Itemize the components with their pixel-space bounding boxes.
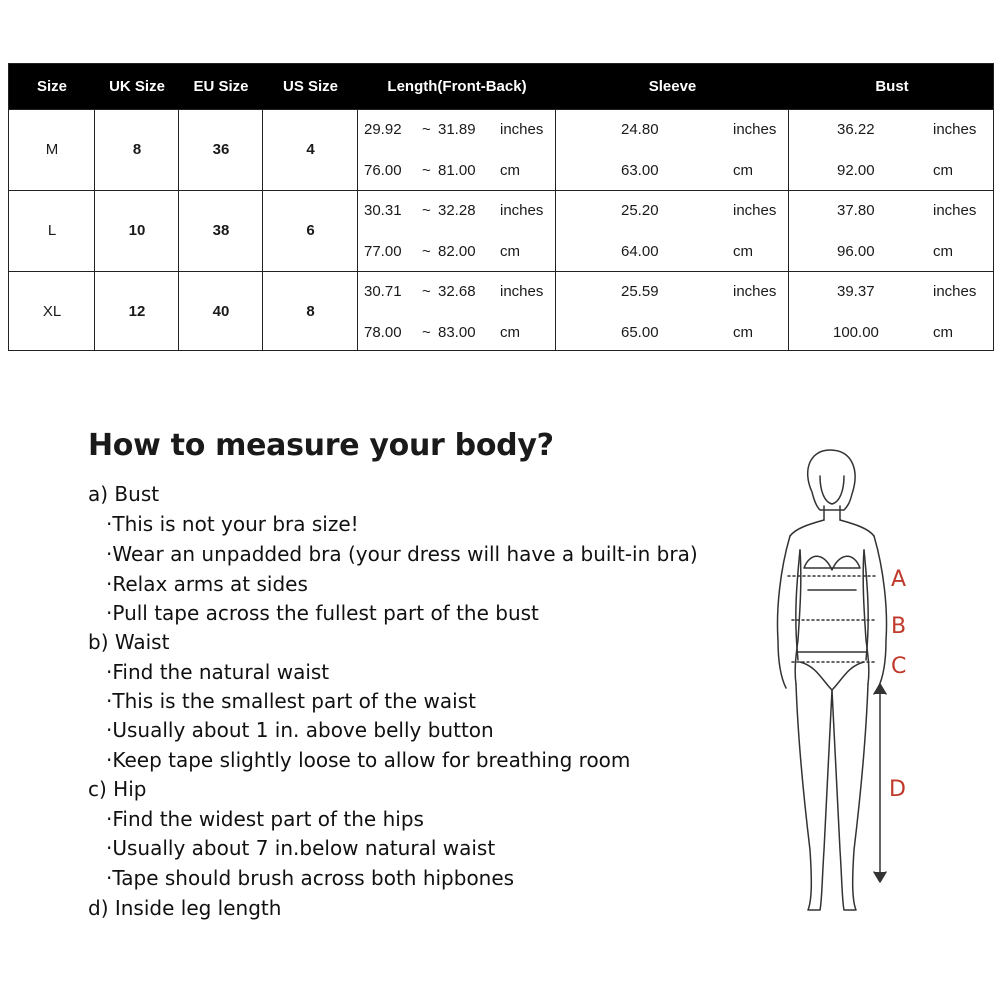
guide-step: ·Wear an unpadded bra (your dress will have a built-in bra) <box>106 542 698 566</box>
eu-size-cell: 36 <box>212 141 230 158</box>
tilde: ~ <box>422 202 431 219</box>
label-b: B <box>891 614 907 639</box>
unit-cm: cm <box>933 324 953 341</box>
header-us-size: US Size <box>282 78 339 95</box>
unit-cm: cm <box>933 162 953 179</box>
right-leg <box>832 684 868 910</box>
header-uk-size: UK Size <box>109 78 165 95</box>
length-inch-to: 32.68 <box>438 283 476 300</box>
length-inch-from: 30.71 <box>364 283 402 300</box>
sleeve-inch: 25.20 <box>621 202 659 219</box>
guide-step: ·Find the widest part of the hips <box>106 807 424 831</box>
shoulders <box>790 520 874 536</box>
length-inch-to: 32.28 <box>438 202 476 219</box>
us-size-cell: 6 <box>306 222 315 239</box>
tilde: ~ <box>422 162 431 179</box>
eu-size-cell: 38 <box>212 222 230 239</box>
header-size: Size <box>36 78 67 95</box>
length-cm-from: 77.00 <box>364 243 402 260</box>
right-arm <box>864 536 887 688</box>
length-inch-to: 31.89 <box>438 121 476 138</box>
uk-size-cell: 10 <box>128 222 146 239</box>
unit-cm: cm <box>500 162 520 179</box>
size-cell: XL <box>42 303 62 320</box>
header-length: Length(Front-Back) <box>387 78 527 95</box>
uk-size-cell: 8 <box>132 141 142 158</box>
unit-inches: inches <box>933 202 977 219</box>
tilde: ~ <box>422 121 431 138</box>
sleeve-cm: 65.00 <box>621 324 659 341</box>
table-row <box>9 109 993 190</box>
us-size-cell: 4 <box>306 141 315 158</box>
unit-cm: cm <box>500 243 520 260</box>
header-eu-size: EU Size <box>193 78 249 95</box>
guide-step: ·This is the smallest part of the waist <box>106 689 476 713</box>
header-bust: Bust <box>875 78 909 95</box>
guide-step: ·Pull tape across the fullest part of the bust <box>106 601 539 625</box>
size-cell: L <box>47 222 57 239</box>
length-cm-from: 76.00 <box>364 162 402 179</box>
guide-step: ·Find the natural waist <box>106 660 330 684</box>
tilde: ~ <box>422 283 431 300</box>
sleeve-inch: 25.59 <box>621 283 659 300</box>
guide-step: ·Keep tape slightly loose to allow for breathing room <box>106 748 631 772</box>
length-inch-from: 30.31 <box>364 202 402 219</box>
unit-inches: inches <box>933 283 977 300</box>
unit-cm: cm <box>500 324 520 341</box>
uk-size-cell: 12 <box>128 303 146 320</box>
unit-inches: inches <box>933 121 977 138</box>
size-chart-table <box>8 63 994 351</box>
inseam-arrow-head-top <box>874 684 886 694</box>
tilde: ~ <box>422 243 431 260</box>
bust-inch: 36.22 <box>837 121 875 138</box>
section-hip: c) Hip <box>88 777 147 801</box>
guide-title: How to measure your body? <box>88 428 554 463</box>
section-bust: a) Bust <box>88 482 160 506</box>
tilde: ~ <box>422 324 431 341</box>
unit-cm: cm <box>733 162 753 179</box>
unit-inches: inches <box>733 202 777 219</box>
us-size-cell: 8 <box>306 303 315 320</box>
guide-step: ·Tape should brush across both hipbones <box>106 866 515 890</box>
head-outline <box>808 450 855 510</box>
length-cm-from: 78.00 <box>364 324 402 341</box>
label-c: C <box>891 654 907 679</box>
label-d: D <box>889 777 906 802</box>
unit-inches: inches <box>733 121 777 138</box>
guide-step: ·Usually about 7 in.below natural waist <box>106 836 496 860</box>
length-inch-from: 29.92 <box>364 121 402 138</box>
briefs <box>798 652 866 690</box>
unit-inches: inches <box>733 283 777 300</box>
bust-cm: 96.00 <box>837 243 875 260</box>
section-waist: b) Waist <box>88 630 170 654</box>
table-header-row <box>9 64 993 109</box>
left-leg <box>796 684 832 910</box>
bust-cm: 92.00 <box>837 162 875 179</box>
table-row <box>9 271 993 352</box>
unit-inches: inches <box>500 283 544 300</box>
bust-cm: 100.00 <box>833 324 879 341</box>
guide-step: ·Relax arms at sides <box>106 572 308 596</box>
unit-cm: cm <box>933 243 953 260</box>
length-cm-to: 83.00 <box>438 324 476 341</box>
eu-size-cell: 40 <box>212 303 230 320</box>
table-row <box>9 190 993 271</box>
unit-cm: cm <box>733 243 753 260</box>
bra <box>804 556 860 590</box>
length-cm-to: 82.00 <box>438 243 476 260</box>
length-cm-to: 81.00 <box>438 162 476 179</box>
section-inside-leg: d) Inside leg length <box>88 896 282 920</box>
inseam-arrow-head-bottom <box>874 872 886 882</box>
label-a: A <box>891 567 907 592</box>
body-measurement-figure <box>760 440 940 930</box>
left-arm <box>778 536 801 688</box>
guide-step: ·This is not your bra size! <box>106 512 359 536</box>
neck <box>824 506 840 520</box>
unit-cm: cm <box>733 324 753 341</box>
unit-inches: inches <box>500 121 544 138</box>
size-cell: M <box>45 141 59 158</box>
bust-inch: 37.80 <box>837 202 875 219</box>
guide-step: ·Usually about 1 in. above belly button <box>106 718 494 742</box>
sleeve-cm: 63.00 <box>621 162 659 179</box>
header-sleeve: Sleeve <box>648 78 697 95</box>
face-outline <box>820 476 844 504</box>
unit-inches: inches <box>500 202 544 219</box>
sleeve-cm: 64.00 <box>621 243 659 260</box>
bust-inch: 39.37 <box>837 283 875 300</box>
sleeve-inch: 24.80 <box>621 121 659 138</box>
